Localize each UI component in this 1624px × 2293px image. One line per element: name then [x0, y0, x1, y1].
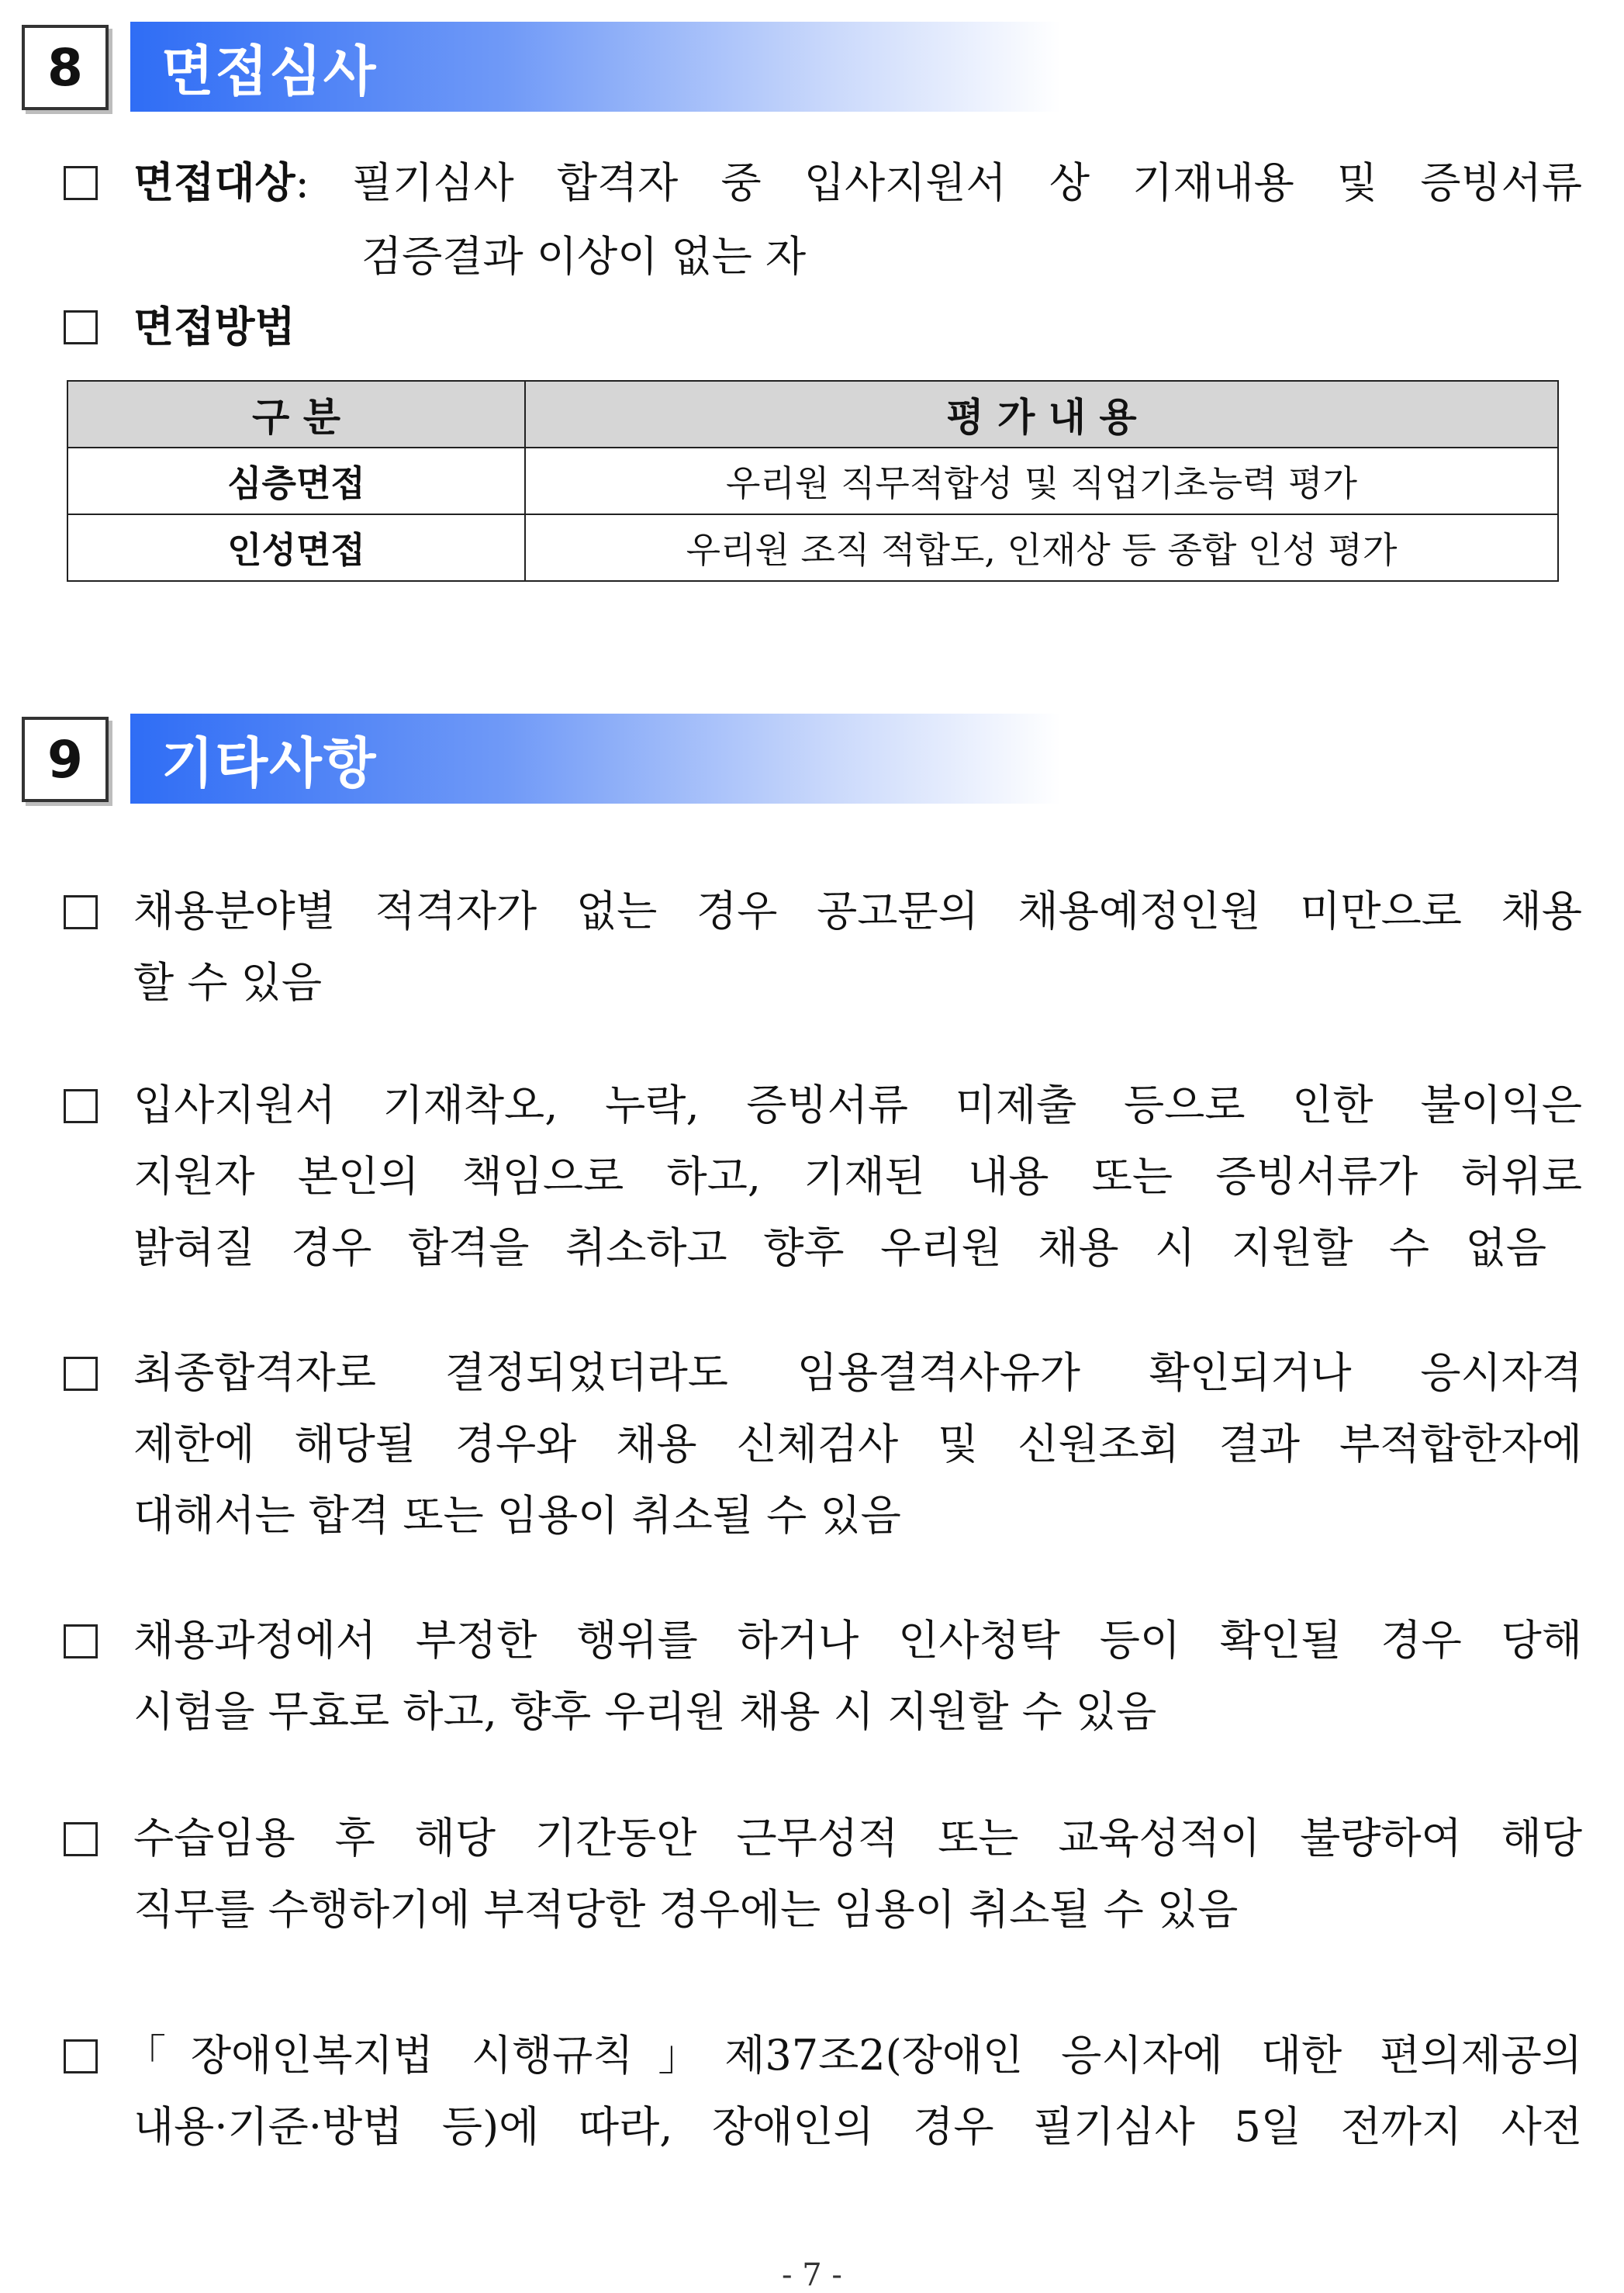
list-item-line: 「장애인복지법 시행규칙」제37조2(장애인 응시자에 대한 편의제공의: [124, 2031, 1582, 2080]
section-9-header: [22, 714, 1061, 805]
interview-target-label: 면접대상: [133, 157, 295, 207]
section-number: 9: [22, 717, 109, 802]
interview-method-label: 면접방법: [133, 302, 295, 351]
list-item-line: 밝혀질 경우 합격을 취소하고 향후 우리원 채용 시 지원할 수 없음: [133, 1223, 1546, 1272]
colon: :: [295, 158, 309, 207]
row-type: 인성면접: [67, 514, 525, 581]
list-item-line: 직무를 수행하기에 부적당한 경우에는 임용이 취소될 수 있음: [133, 1885, 1239, 1934]
checkbox-icon: [64, 166, 98, 200]
checkbox-icon: [64, 310, 98, 344]
section-title: 기타사항: [161, 731, 378, 795]
section-number: 8: [22, 25, 109, 110]
table-row: [67, 448, 1558, 514]
interview-target-text: 필기심사 합격자 중 입사지원서 상 기재내용 및 증빙서류: [352, 158, 1582, 207]
checkbox-icon: [64, 895, 98, 929]
header-content: 평 가 내 용: [525, 381, 1558, 448]
section-title-bar: [130, 714, 1061, 804]
list-item-line: 시험을 무효로 하고, 향후 우리원 채용 시 지원할 수 있음: [133, 1687, 1157, 1736]
checkbox-icon: [64, 2039, 98, 2073]
row-content: 우리원 직무적합성 및 직업기초능력 평가: [525, 448, 1558, 514]
checkbox-icon: [64, 1624, 98, 1658]
page-number: - 7 -: [782, 2257, 842, 2293]
list-item-line: 채용과정에서 부정한 행위를 하거나 인사청탁 등이 확인될 경우 당해: [133, 1616, 1582, 1665]
list-item-line: 수습임용 후 해당 기간동안 근무성적 또는 교육성적이 불량하여 해당: [133, 1814, 1582, 1862]
list-item-line: 대해서는 합격 또는 임용이 취소될 수 있음: [133, 1491, 901, 1540]
list-item-line: 지원자 본인의 책임으로 하고, 기재된 내용 또는 증빙서류가 허위로: [133, 1152, 1582, 1201]
list-item-line: 입사지원서 기재착오, 누락, 증빙서류 미제출 등으로 인한 불이익은: [133, 1081, 1582, 1129]
section-title: 면접심사: [161, 39, 378, 103]
checkbox-icon: [64, 1089, 98, 1123]
section-title-bar: [130, 22, 1061, 112]
table-row: [67, 514, 1558, 581]
checkbox-icon: [64, 1357, 98, 1391]
list-item-line: 제한에 해당될 경우와 채용 신체검사 및 신원조회 결과 부적합한자에: [133, 1420, 1582, 1468]
list-item-line: 내용·기준·방법 등)에 따라, 장애인의 경우 필기심사 5일 전까지 사전: [133, 2102, 1582, 2151]
row-content: 우리원 조직 적합도, 인재상 등 종합 인성 평가: [525, 514, 1558, 581]
list-item-line: 할 수 있음: [133, 958, 322, 1007]
list-item-line: 최종합격자로 결정되었더라도 임용결격사유가 확인되거나 응시자격: [133, 1348, 1582, 1397]
interview-target-line2: 검증결과 이상이 없는 자: [361, 232, 807, 281]
list-item-line: 채용분야별 적격자가 없는 경우 공고문의 채용예정인원 미만으로 채용: [133, 887, 1582, 936]
table-header-row: [67, 381, 1558, 448]
header-category: 구 분: [67, 381, 525, 448]
section-8-header: [22, 22, 1061, 113]
checkbox-icon: [64, 1822, 98, 1856]
row-type: 심층면접: [67, 448, 525, 514]
interview-evaluation-table: [67, 380, 1559, 582]
interview-target-line1: [133, 155, 1582, 210]
